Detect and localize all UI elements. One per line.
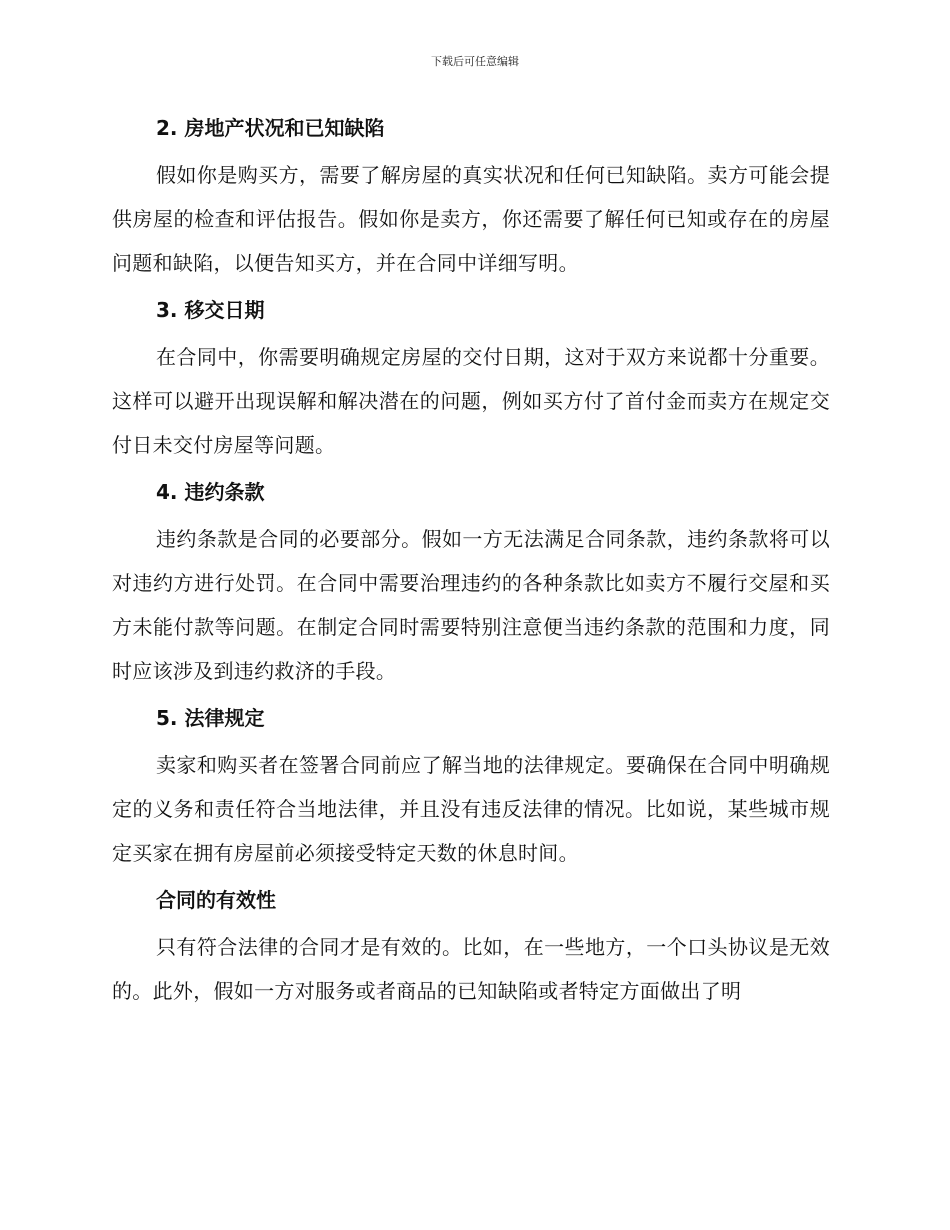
section-property-condition bbox=[112, 112, 830, 285]
page-header: 下载后可任意编辑 bbox=[431, 55, 519, 68]
section-paragraph: 只有符合法律的合同才是有效的。比如，在一些地方，一个口头协议是无效的。此外，假如一方对服务或者商品的已知缺陷或者特定方面做出了明 bbox=[112, 935, 830, 1003]
section-heading: 5. 法律规定 bbox=[156, 706, 265, 730]
section-paragraph: 违约条款是合同的必要部分。假如一方无法满足合同条款，违约条款将可以对违约方进行处罚。在合同中需要治理违约的各种条款比如卖方不履行交屋和买方未能付款等问题。在制定合同时需要特别注意便当违约条款的范围和力度，同时应该涉及到违约救济的手段。 bbox=[112, 527, 830, 683]
section-paragraph: 在合同中，你需要明确规定房屋的交付日期，这对于双方来说都十分重要。这样可以避开出现误解和解决潜在的问题，例如买方付了首付金而卖方在规定交付日未交付房屋等问题。 bbox=[112, 345, 830, 457]
section-breach-clause bbox=[112, 476, 830, 693]
document-body bbox=[112, 112, 830, 1022]
section-paragraph: 假如你是购买方，需要了解房屋的真实状况和任何已知缺陷。卖方可能会提供房屋的检查和评估报告。假如你是卖方，你还需要了解任何已知或存在的房屋问题和缺陷，以便告知买方，并在合同中详细写明。 bbox=[112, 163, 830, 275]
section-legal-provisions bbox=[112, 702, 830, 875]
section-heading: 合同的有效性 bbox=[156, 888, 276, 912]
section-paragraph: 卖家和购买者在签署合同前应了解当地的法律规定。要确保在合同中明确规定的义务和责任符合当地法律，并且没有违反法律的情况。比如说，某些城市规定买家在拥有房屋前必须接受特定天数的休息时间。 bbox=[112, 753, 830, 865]
section-handover-date bbox=[112, 294, 830, 467]
section-heading: 4. 违约条款 bbox=[156, 480, 265, 504]
section-heading: 3. 移交日期 bbox=[156, 298, 265, 322]
section-contract-validity bbox=[112, 884, 830, 1013]
section-heading: 2. 房地产状况和已知缺陷 bbox=[156, 116, 385, 140]
